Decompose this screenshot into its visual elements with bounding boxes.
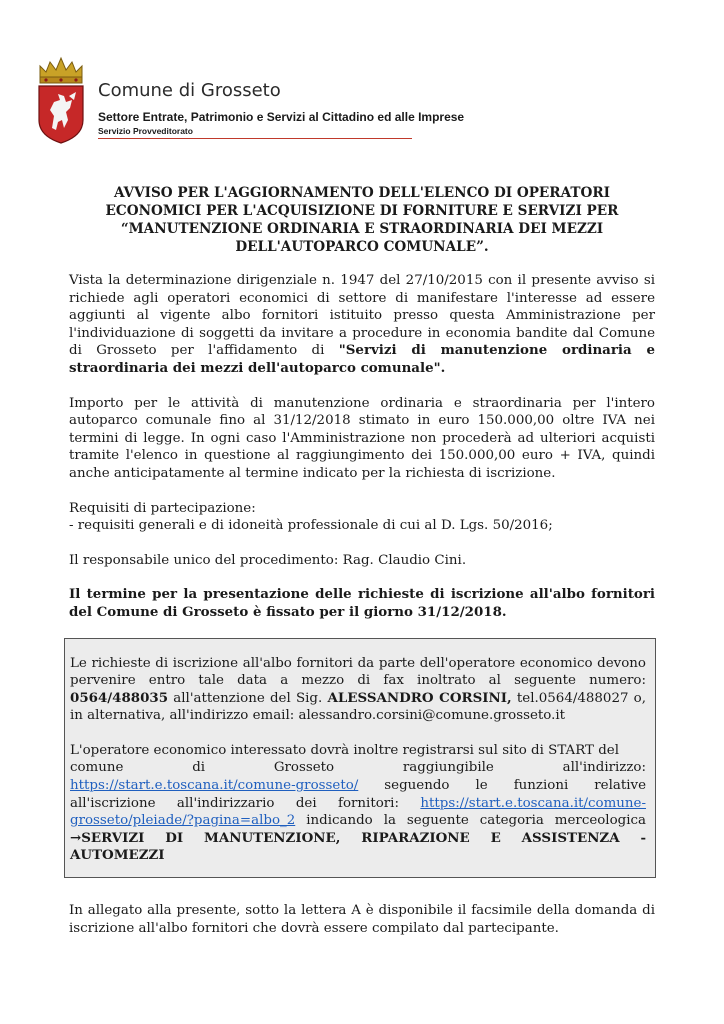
category-intro-text: indicando la seguente categoria merceologica <box>295 813 646 829</box>
start-text-line1: L'operatore economico interessato dovrà inoltre registrarsi sul sito di START del <box>70 742 620 758</box>
start-functions-text: seguendo le funzioni relative all'iscrizione all'indirizzario dei fornitori: <box>70 778 646 811</box>
deadline-notice: Il termine per la presentazione delle richieste di iscrizione all'albo fornitori del Comune di Grosseto è fissato per il giorno 31/12/2018. <box>69 586 655 620</box>
department-name: Settore Entrate, Patrimonio e Servizi al Cittadino ed alle Imprese <box>98 110 465 124</box>
document-body <box>69 184 655 954</box>
instructions-box <box>64 638 656 879</box>
paragraph-attachment: In allegato alla presente, sotto la lettera A è disponibile il facsimile della domanda di iscrizione all'albo fornitori che dovrà essere compilato dal partecipante. <box>69 903 655 936</box>
fax-intro-text: Le richieste di iscrizione all'albo fornitori da parte dell'operatore economico devono pervenire entro tale data a mezzo di fax inoltrato al seguente numero: <box>70 655 646 689</box>
intro-text: Vista la determinazione dirigenziale n. 1947 del 27/10/2015 con il presente avviso si richiede agli operatori economici di settore di manifestare l'interesse ad essere aggiunti al vigente albo fornitori istituito presso questa Amministrazione per l'individuazione di soggetti da invitare a procedure in economia bandite dal Comune di Grosseto per l'affidamento di <box>69 273 655 359</box>
contact-name: ALESSANDRO CORSINI, <box>327 689 512 706</box>
merchandise-category: →SERVIZI DI MANUTENZIONE, RIPARAZIONE E ASSISTENZA - AUTOMEZZI <box>70 829 646 864</box>
paragraph-intro <box>69 272 655 378</box>
start-portal-link[interactable]: https://start.e.toscana.it/comune-grosseto/ <box>70 778 359 794</box>
requirements-block <box>69 500 655 535</box>
org-name: Comune di Grosseto <box>98 80 281 101</box>
requirements-heading: Requisiti di partecipazione: <box>69 500 256 516</box>
start-text-line2: comune di Grosseto raggiungibile all'indirizzo: <box>70 760 646 776</box>
fax-number: 0564/488035 <box>70 689 169 706</box>
fax-attention-text: all'attenzione del Sig. <box>168 690 328 706</box>
paragraph-amount: Importo per le attività di manutenzione ordinaria e straordinaria per l'intero autoparco comunale fino al 31/12/2018 stimato in euro 150.000,00 oltre IVA nei termini di legge. In ogni caso l'Amministrazione non procederà ad ulteriori acquisti tramite l'elenco in questione al raggiungimento dei 150.000,00 euro + IVA, quindi anche anticipatamente al termine indicato per la richiesta di iscrizione. <box>69 395 655 481</box>
requirements-item: - requisiti generali e di idoneità professionale di cui al D. Lgs. 50/2016; <box>69 518 553 534</box>
header-divider <box>98 138 412 139</box>
box-paragraph-start <box>70 742 646 865</box>
notice-title: AVVISO PER L'AGGIORNAMENTO DELL'ELENCO DI OPERATORI ECONOMICI PER L'ACQUISIZIONE DI FORNITURE E SERVIZI PER “MANUTENZIONE ORDINARIA E STRAORDINARIA DEI MEZZI DELL'AUTOPARCO COMUNALE”. <box>105 185 619 255</box>
letterhead <box>36 56 465 146</box>
service-name: Servizio Provveditorato <box>98 126 193 136</box>
box-paragraph-fax <box>70 655 646 725</box>
suppliers-register-link[interactable]: https://start.e.toscana.it/comune-grosseto/pleiade/?pagina=albo_2 <box>70 795 646 829</box>
paragraph-rup: Il responsabile unico del procedimento: Rag. Claudio Cini. <box>69 552 467 568</box>
intro-bold-service: "Servizi di manutenzione ordinaria e straordinaria dei mezzi dell'autoparco comunale". <box>69 342 655 376</box>
city-crest-logo <box>36 56 86 144</box>
contact-details-text: tel.0564/488027 o, in alternativa, all'indirizzo email: alessandro.corsini@comune.grosseto.it <box>70 690 647 724</box>
